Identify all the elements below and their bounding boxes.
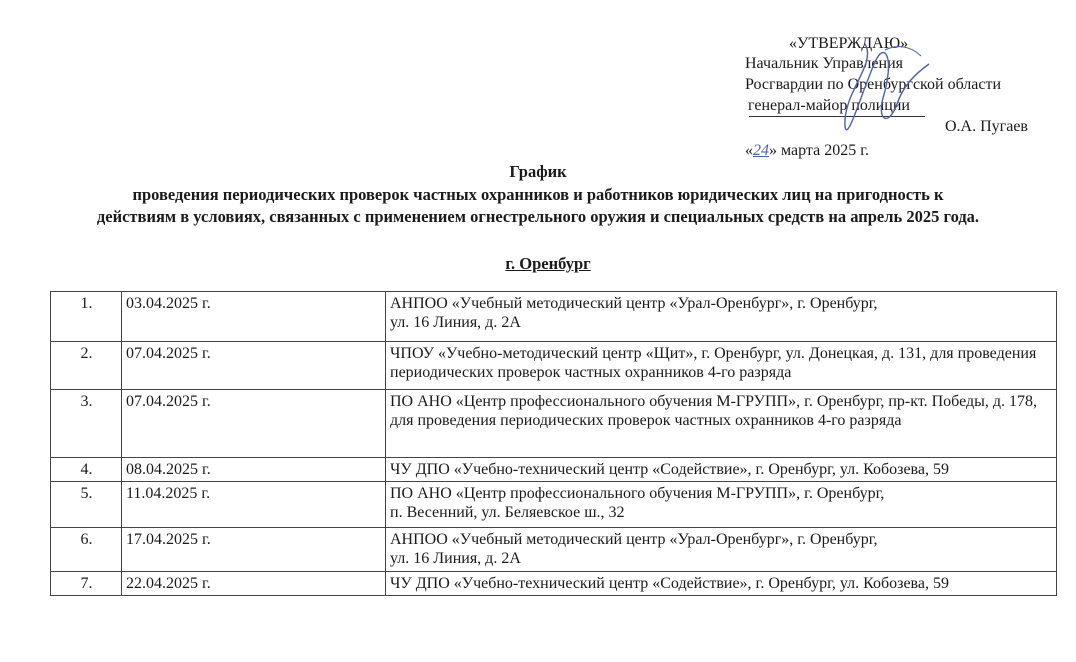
row-date: 07.04.2025 г. [122,342,386,390]
row-date: 22.04.2025 г. [122,572,386,596]
doc-subtitle-line2: действиям в условиях, связанных с применением огнестрельного оружия и специальных средств на апрель 2025 года. [96,207,980,226]
table-row [51,482,1057,528]
approval-date-open: « [745,142,753,159]
row-place: ЧПОУ «Учебно-методический центр «Щит», г. Оренбург, ул. Донецкая, д. 131, для проведения периодических проверок частных охранников 4-го разряда [386,342,1057,390]
table-row [51,572,1057,596]
table-row [51,390,1057,458]
row-place: ЧУ ДПО «Учебно-технический центр «Содействие», г. Оренбург, ул. Кобозева, 59 [386,572,1057,596]
table-row [51,458,1057,482]
signature-icon [825,34,935,144]
row-date: 03.04.2025 г. [122,292,386,342]
row-number: 7. [51,572,122,596]
row-place: ПО АНО «Центр профессионального обучения М-ГРУПП», г. Оренбург, п. Весенний, ул. Беляевское ш., 32 [386,482,1057,528]
approval-position-line2: Росгвардии по Оренбургской области [745,76,1002,93]
schedule-table [50,291,1057,596]
row-place: АНПОО «Учебный методический центр «Урал-Оренбург», г. Оренбург, ул. 16 Линия, д. 2А [386,292,1057,342]
approval-date-rest: » марта 2025 г. [769,142,869,159]
table-row [51,342,1057,390]
doc-subtitle-line1: проведения периодических проверок частных охранников и работников юридических лиц на пригодность к [132,185,944,204]
row-place: АНПОО «Учебный методический центр «Урал-Оренбург», г. Оренбург, ул. 16 Линия, д. 2А [386,528,1057,572]
row-number: 1. [51,292,122,342]
row-number: 3. [51,390,122,458]
row-date: 17.04.2025 г. [122,528,386,572]
row-place: ЧУ ДПО «Учебно-технический центр «Содействие», г. Оренбург, ул. Кобозева, 59 [386,458,1057,482]
row-date: 07.04.2025 г. [122,390,386,458]
row-place: ПО АНО «Центр профессионального обучения М-ГРУПП», г. Оренбург, пр-кт. Победы, д. 178, для проведения периодических проверок частных охранников 4-го разряда [386,390,1057,458]
table-row [51,528,1057,572]
row-number: 4. [51,458,122,482]
row-number: 6. [51,528,122,572]
doc-title: График [509,162,567,181]
table-row [51,292,1057,342]
row-date: 11.04.2025 г. [122,482,386,528]
approval-rank: генерал-майор полиции [748,97,910,114]
row-number: 2. [51,342,122,390]
approval-date-day: 24 [753,142,769,159]
row-date: 08.04.2025 г. [122,458,386,482]
approval-signatory: О.А. Пугаев [945,118,1028,135]
approval-position-line1: Начальник Управления [745,55,903,72]
approval-heading: «УТВЕРЖДАЮ» [789,35,909,52]
row-number: 5. [51,482,122,528]
city-heading: г. Оренбург [505,254,591,273]
